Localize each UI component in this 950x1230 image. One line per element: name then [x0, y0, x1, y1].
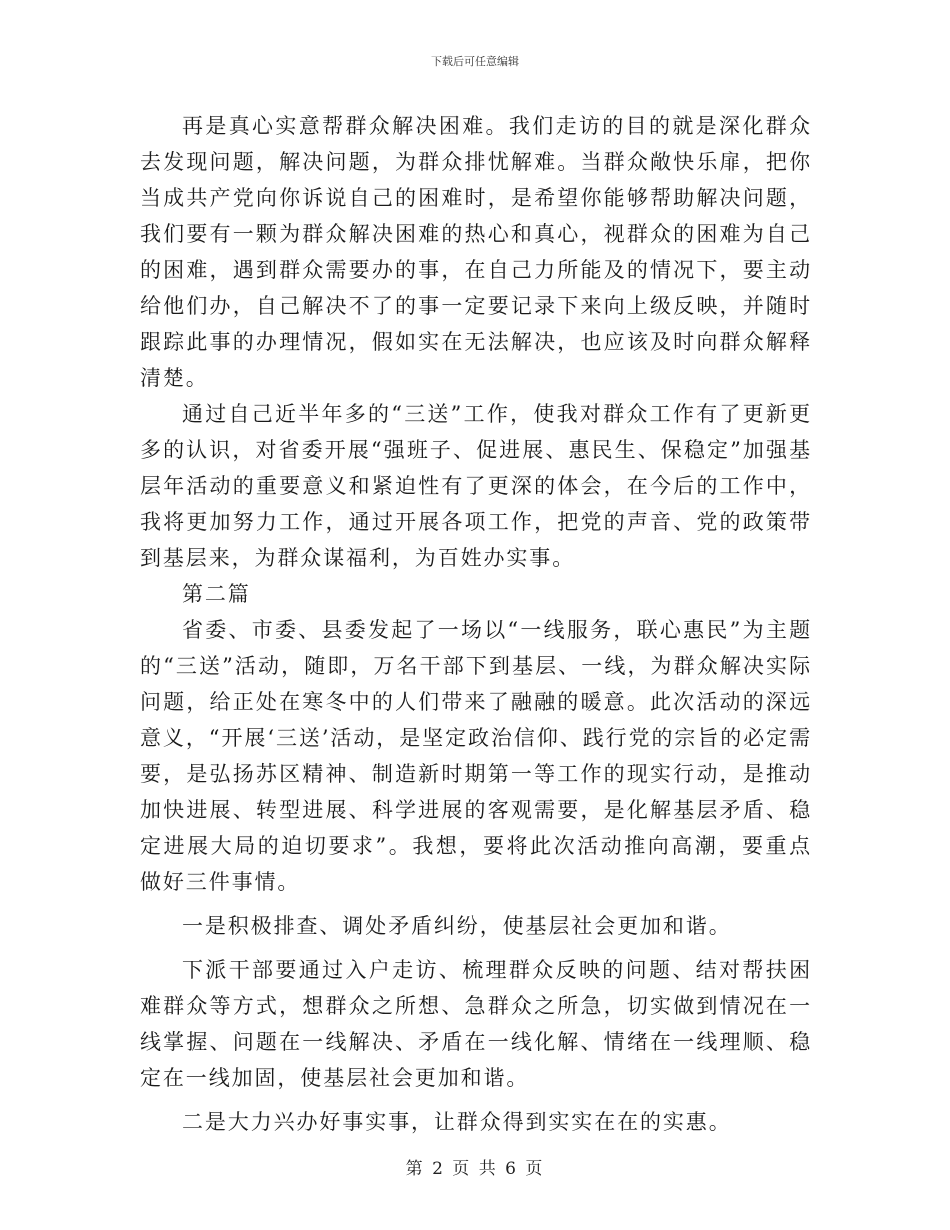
paragraph-1: 再是真心实意帮群众解决困难。我们走访的目的就是深化群众去发现问题，解决问题，为群众排忧解难。当群众敞快乐扉，把你当成共产党向你诉说自己的困难时，是希望你能够帮助解决问题，我们要有一颗为群众解决困难的热心和真心，视群众的困难为自己的困难，遇到群众需要办的事，在自己力所能及的情况下，要主动给他们办，自己解决不了的事一定要记录下来向上级反映，并随时跟踪此事的办理情况，假如实在无法解决，也应该及时向群众解释清楚。 [140, 114, 812, 390]
paragraph-2: 通过自己近半年多的“三送”工作，使我对群众工作有了更新更多的认识，对省委开展“强班子、促进展、惠民生、保稳定”加强基层年活动的重要意义和紧迫性有了更深的体会，在今后的工作中，我将更加努力工作，通过开展各项工作，把党的声音、党的政策带到基层来，为群众谋福利，为百姓办实事。 [140, 402, 812, 570]
section-heading: 第二篇 [182, 582, 251, 606]
paragraph-3: 省委、市委、县委发起了一场以“一线服务，联心惠民”为主题的“三送”活动，随即，万名干部下到基层、一线，为群众解决实际问题，给正处在寒冬中的人们带来了融融的暖意。此次活动的深远意义，“开展‘三送’活动，是坚定政治信仰、践行党的宗旨的必定需要，是弘扬苏区精神、制造新时期第一等工作的现实行动，是推动加快进展、转型进展、科学进展的客观需要，是化解基层矛盾、稳定进展大局的迫切要求”。我想，要将此次活动推向高潮，要重点做好三件事情。 [140, 618, 812, 894]
paragraph-4: 一是积极排查、调处矛盾纠纷，使基层社会更加和谐。 [182, 914, 732, 938]
page-number: 第 2 页 共 6 页 [405, 1159, 545, 1179]
document-body [140, 108, 812, 1140]
paragraph-6: 二是大力兴办好事实事，让群众得到实实在在的实惠。 [182, 1110, 732, 1134]
page-header: 下载后可任意编辑 [431, 55, 519, 68]
paragraph-5: 下派干部要通过入户走访、梳理群众反映的问题、结对帮扶困难群众等方式，想群众之所想、急群众之所急，切实做到情况在一线掌握、问题在一线解决、矛盾在一线化解、情绪在一线理顺、稳定在一线加固，使基层社会更加和谐。 [140, 958, 812, 1090]
